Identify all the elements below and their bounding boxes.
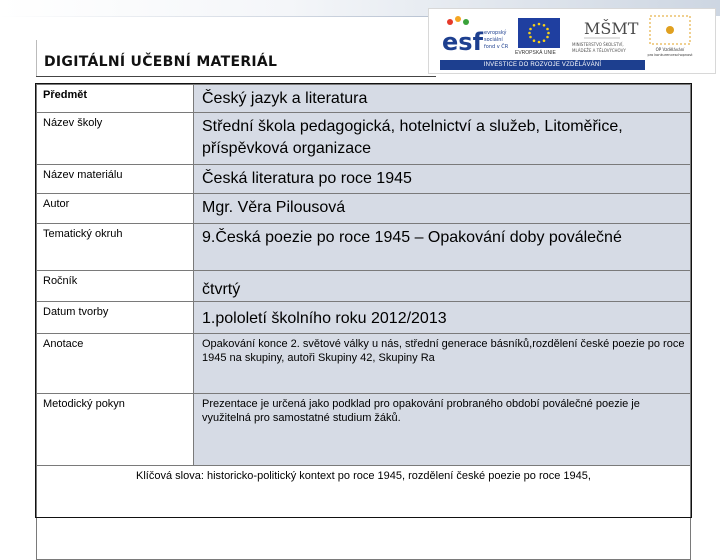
row-label-tematicky-okruh: Tematický okruh [37, 224, 194, 271]
row-label-anotace: Anotace [37, 334, 194, 394]
msmt-logo [570, 14, 639, 58]
svg-text:pro konkurenceschopnost: pro konkurenceschopnost [647, 53, 693, 57]
row-label-predmet: Předmět [37, 85, 194, 113]
row-value-nazev-skoly: Střední škola pedagogická, hotelnictví a služeb, Litoměřice, příspěvková organizace [194, 113, 691, 165]
svg-text:OP Vzdělávání: OP Vzdělávání [655, 47, 685, 52]
svg-text:MLÁDEŽE A TĚLOVÝCHOVY: MLÁDEŽE A TĚLOVÝCHOVY [572, 48, 626, 53]
eu-flag-icon [518, 18, 560, 48]
row-value-tematicky-okruh: 9.Česká poezie po roce 1945 – Opakování doby poválečné [194, 224, 691, 271]
table-row [37, 85, 691, 113]
table-row [37, 194, 691, 224]
table-row [37, 394, 691, 466]
table-row [37, 224, 691, 271]
header-rule [0, 16, 430, 17]
row-label-nazev-skoly: Název školy [37, 113, 194, 165]
eu-caption: EVROPSKÁ UNIE [515, 50, 556, 56]
svg-text:evropský: evropský [484, 30, 507, 36]
row-value-nazev-materialu: Česká literatura po roce 1945 [194, 165, 691, 194]
svg-text:fond v ČR: fond v ČR [484, 44, 509, 50]
msmt-logo-text: MŠMT [584, 19, 639, 38]
table-row [37, 334, 691, 394]
info-table [36, 84, 691, 560]
row-value-predmet: Český jazyk a literatura [194, 85, 691, 113]
table-row [37, 113, 691, 165]
op-logo [644, 14, 696, 60]
table-row [37, 302, 691, 334]
row-label-nazev-materialu: Název materiálu [37, 165, 194, 194]
row-label-datum-tvorby: Datum tvorby [37, 302, 194, 334]
table-row [37, 165, 691, 194]
esf-logo-text: esf [442, 28, 484, 56]
svg-text:sociální: sociální [484, 37, 503, 43]
keywords-text: Klíčová slova: historicko-politický kontext po roce 1945, rozdělení české poezie po roce 1945, [136, 470, 591, 482]
title-left-rule [36, 40, 37, 76]
investice-strip: INVESTICE DO ROZVOJE VZDĚLÁVÁNÍ [440, 60, 645, 70]
table-row [37, 271, 691, 302]
keywords-row [37, 466, 691, 560]
row-label-metodicky-pokyn: Metodický pokyn [37, 394, 194, 466]
row-value-rocnik: čtvrtý [194, 271, 691, 302]
esf-logo [440, 14, 514, 58]
row-value-datum-tvorby: 1.pololetí školního roku 2012/2013 [194, 302, 691, 334]
row-value-autor: Mgr. Věra Pilousová [194, 194, 691, 224]
row-label-autor: Autor [37, 194, 194, 224]
title-underline [36, 76, 436, 77]
row-label-rocnik: Ročník [37, 271, 194, 302]
row-value-metodicky-pokyn: Prezentace je určená jako podklad pro opakování probraného období poválečné poezie je využitelná pro samostatné studium žáků. [194, 394, 691, 466]
keywords-cell [37, 466, 691, 560]
row-value-anotace: Opakování konce 2. světové války u nás, střední generace básníků,rozdělení české poezie po roce 1945 na skupiny, autoři Skupiny 42, Skupiny Ra [194, 334, 691, 394]
page-title: DIGITÁLNÍ UČEBNÍ MATERIÁL [44, 54, 278, 70]
svg-text:MINISTERSTVO ŠKOLSTVÍ,: MINISTERSTVO ŠKOLSTVÍ, [572, 42, 624, 47]
